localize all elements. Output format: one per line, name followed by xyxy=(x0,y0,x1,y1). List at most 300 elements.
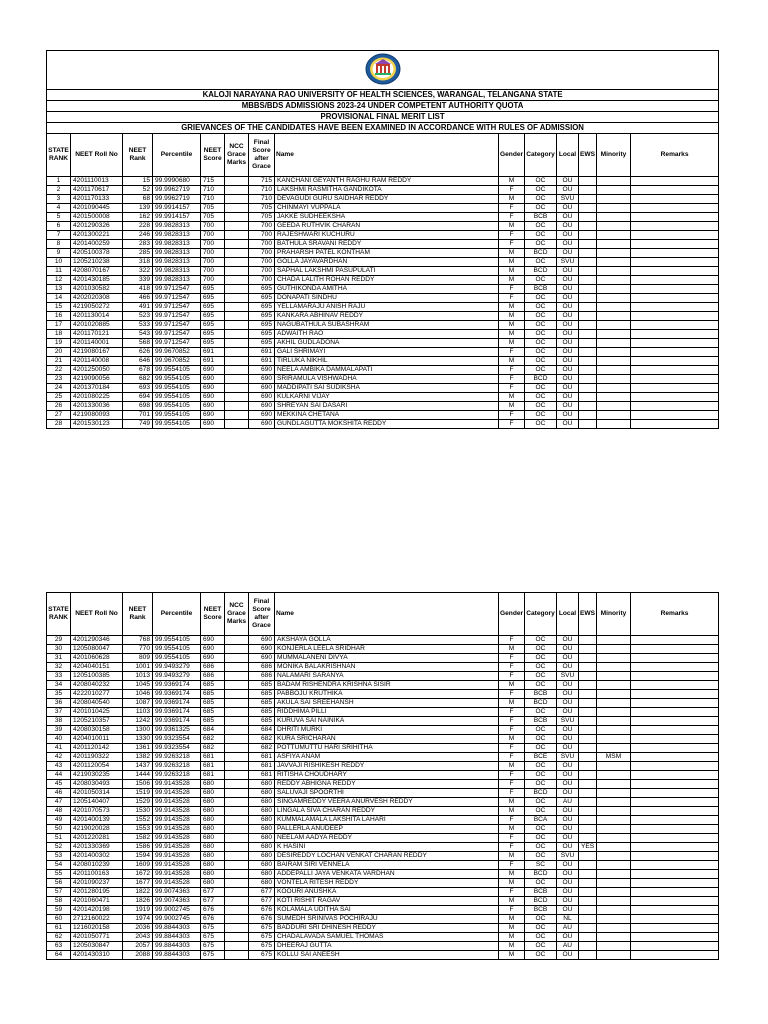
cell-ews xyxy=(579,312,597,321)
cell-remarks xyxy=(631,825,719,834)
cell-name: YELLAMARAJU ANISH RAJU xyxy=(275,303,499,312)
cell-neet-rank: 2088 xyxy=(123,951,153,960)
col-local: Local xyxy=(557,593,579,636)
cell-neet-score: 700 xyxy=(201,258,225,267)
cell-remarks xyxy=(631,321,719,330)
cell-minority xyxy=(597,951,631,960)
cell-final-score: 690 xyxy=(249,384,275,393)
cell-remarks xyxy=(631,348,719,357)
cell-ews xyxy=(579,708,597,717)
table-row xyxy=(47,222,719,231)
cell-neet-score: 690 xyxy=(201,375,225,384)
cell-gender: M xyxy=(499,339,525,348)
table-row xyxy=(47,897,719,906)
cell-category: OC xyxy=(525,312,557,321)
cell-local: OU xyxy=(557,222,579,231)
cell-state-rank: 5 xyxy=(47,213,71,222)
cell-category: BCD xyxy=(525,699,557,708)
cell-ncc-grace xyxy=(225,420,249,429)
cell-local: AU xyxy=(557,942,579,951)
cell-ews xyxy=(579,186,597,195)
cell-neet-score: 700 xyxy=(201,249,225,258)
cell-neet-roll: 4201290326 xyxy=(71,222,123,231)
cell-neet-rank: 1553 xyxy=(123,825,153,834)
cell-neet-rank: 1300 xyxy=(123,726,153,735)
cell-neet-score: 680 xyxy=(201,789,225,798)
cell-final-score: 675 xyxy=(249,942,275,951)
cell-minority xyxy=(597,717,631,726)
cell-category: BCB xyxy=(525,213,557,222)
cell-ews xyxy=(579,825,597,834)
cell-gender: M xyxy=(499,924,525,933)
cell-state-rank: 63 xyxy=(47,942,71,951)
cell-final-score: 695 xyxy=(249,285,275,294)
cell-category: OC xyxy=(525,303,557,312)
cell-neet-rank: 1437 xyxy=(123,762,153,771)
cell-minority xyxy=(597,915,631,924)
cell-ncc-grace xyxy=(225,285,249,294)
cell-final-score: 691 xyxy=(249,348,275,357)
table-row xyxy=(47,843,719,852)
cell-name: RAJESHWARI KUCHURU xyxy=(275,231,499,240)
cell-neet-score: 680 xyxy=(201,798,225,807)
cell-ews xyxy=(579,231,597,240)
cell-neet-score: 686 xyxy=(201,663,225,672)
cell-ncc-grace xyxy=(225,726,249,735)
cell-ncc-grace xyxy=(225,402,249,411)
cell-local: OU xyxy=(557,330,579,339)
cell-state-rank: 51 xyxy=(47,834,71,843)
table-row xyxy=(47,753,719,762)
cell-ews xyxy=(579,339,597,348)
cell-neet-roll: 4201430310 xyxy=(71,951,123,960)
cell-state-rank: 64 xyxy=(47,951,71,960)
cell-remarks xyxy=(631,240,719,249)
cell-neet-roll: 4201330369 xyxy=(71,843,123,852)
cell-gender: F xyxy=(499,717,525,726)
cell-name: RITISHA CHOUDHARY xyxy=(275,771,499,780)
cell-remarks xyxy=(631,267,719,276)
table-row xyxy=(47,852,719,861)
cell-ews xyxy=(579,366,597,375)
cell-remarks xyxy=(631,366,719,375)
university-logo xyxy=(47,51,719,90)
cell-remarks xyxy=(631,726,719,735)
cell-neet-roll: 4201190322 xyxy=(71,753,123,762)
cell-ncc-grace xyxy=(225,798,249,807)
cell-neet-rank: 1361 xyxy=(123,744,153,753)
cell-category: OC xyxy=(525,330,557,339)
cell-neet-roll: 4201170133 xyxy=(71,195,123,204)
cell-local: OU xyxy=(557,375,579,384)
cell-neet-score: 685 xyxy=(201,708,225,717)
cell-ncc-grace xyxy=(225,636,249,645)
table-row xyxy=(47,357,719,366)
cell-category: OC xyxy=(525,762,557,771)
cell-ncc-grace xyxy=(225,951,249,960)
cell-final-score: 676 xyxy=(249,906,275,915)
cell-remarks xyxy=(631,420,719,429)
cell-ews xyxy=(579,717,597,726)
cell-name: KOTI RISHIT RAGAV xyxy=(275,897,499,906)
cell-name: MEKKINA CHETANA xyxy=(275,411,499,420)
cell-ncc-grace xyxy=(225,933,249,942)
cell-neet-roll: 4201080225 xyxy=(71,393,123,402)
cell-local: OU xyxy=(557,357,579,366)
cell-ncc-grace xyxy=(225,762,249,771)
cell-minority xyxy=(597,897,631,906)
cell-local: OU xyxy=(557,807,579,816)
table-row xyxy=(47,420,719,429)
cell-neet-rank: 1046 xyxy=(123,690,153,699)
cell-neet-score: 695 xyxy=(201,312,225,321)
cell-name: BAIRAM SIRI VENNELA xyxy=(275,861,499,870)
col-neet-roll: NEET Roll No xyxy=(71,134,123,177)
cell-neet-roll: 4201090237 xyxy=(71,879,123,888)
cell-final-score: 690 xyxy=(249,636,275,645)
cell-gender: F xyxy=(499,294,525,303)
cell-local: SVU xyxy=(557,672,579,681)
cell-final-score: 695 xyxy=(249,339,275,348)
cell-neet-score: 695 xyxy=(201,294,225,303)
cell-state-rank: 41 xyxy=(47,744,71,753)
cell-local: OU xyxy=(557,384,579,393)
table-row xyxy=(47,411,719,420)
cell-neet-rank: 1519 xyxy=(123,789,153,798)
cell-state-rank: 58 xyxy=(47,897,71,906)
table-row xyxy=(47,204,719,213)
cell-category: OC xyxy=(525,231,557,240)
cell-name: KANCHANI GEYANTH RAGHU RAM REDDY xyxy=(275,177,499,186)
cell-neet-score: 681 xyxy=(201,762,225,771)
cell-name: BADDURI SRI DHINESH REDDY xyxy=(275,924,499,933)
cell-percentile: 99.8844303 xyxy=(153,942,201,951)
cell-final-score: 680 xyxy=(249,861,275,870)
cell-state-rank: 24 xyxy=(47,384,71,393)
cell-remarks xyxy=(631,258,719,267)
cell-local: OU xyxy=(557,294,579,303)
cell-minority xyxy=(597,267,631,276)
cell-remarks xyxy=(631,915,719,924)
cell-ews xyxy=(579,177,597,186)
cell-gender: M xyxy=(499,321,525,330)
cell-neet-rank: 1087 xyxy=(123,699,153,708)
cell-percentile: 99.9263218 xyxy=(153,753,201,762)
cell-gender: F xyxy=(499,420,525,429)
cell-percentile: 99.9263218 xyxy=(153,762,201,771)
cell-remarks xyxy=(631,708,719,717)
cell-gender: M xyxy=(499,897,525,906)
cell-neet-rank: 1529 xyxy=(123,798,153,807)
col-minority: Minority xyxy=(597,593,631,636)
cell-local: OU xyxy=(557,897,579,906)
cell-neet-roll: 4201400139 xyxy=(71,816,123,825)
cell-minority xyxy=(597,726,631,735)
cell-minority xyxy=(597,402,631,411)
cell-minority xyxy=(597,186,631,195)
cell-state-rank: 44 xyxy=(47,771,71,780)
table-row xyxy=(47,825,719,834)
cell-minority xyxy=(597,294,631,303)
cell-gender: F xyxy=(499,186,525,195)
cell-name: TIRLUKA NIKHIL xyxy=(275,357,499,366)
cell-minority xyxy=(597,735,631,744)
cell-local: OU xyxy=(557,681,579,690)
cell-neet-score: 680 xyxy=(201,834,225,843)
cell-final-score: 677 xyxy=(249,897,275,906)
cell-neet-roll: 4219080167 xyxy=(71,348,123,357)
cell-local: OU xyxy=(557,888,579,897)
cell-state-rank: 39 xyxy=(47,726,71,735)
cell-gender: M xyxy=(499,330,525,339)
cell-state-rank: 23 xyxy=(47,375,71,384)
cell-final-score: 700 xyxy=(249,258,275,267)
cell-state-rank: 17 xyxy=(47,321,71,330)
cell-ncc-grace xyxy=(225,942,249,951)
cell-category: OC xyxy=(525,411,557,420)
cell-remarks xyxy=(631,942,719,951)
cell-percentile: 99.9369174 xyxy=(153,681,201,690)
cell-final-score: 695 xyxy=(249,312,275,321)
cell-local: OU xyxy=(557,204,579,213)
cell-neet-rank: 1582 xyxy=(123,834,153,843)
cell-category: BCD xyxy=(525,267,557,276)
cell-local: OU xyxy=(557,699,579,708)
table-row xyxy=(47,348,719,357)
cell-category: OC xyxy=(525,879,557,888)
cell-remarks xyxy=(631,393,719,402)
cell-neet-score: 695 xyxy=(201,321,225,330)
cell-state-rank: 15 xyxy=(47,303,71,312)
col-local: Local xyxy=(557,134,579,177)
cell-category: OC xyxy=(525,681,557,690)
cell-final-score: 690 xyxy=(249,375,275,384)
cell-percentile: 99.9914157 xyxy=(153,213,201,222)
cell-percentile: 99.9828313 xyxy=(153,231,201,240)
cell-remarks xyxy=(631,780,719,789)
cell-percentile: 99.9828313 xyxy=(153,222,201,231)
cell-remarks xyxy=(631,897,719,906)
cell-category: BCD xyxy=(525,789,557,798)
cell-remarks xyxy=(631,636,719,645)
cell-percentile: 99.9554105 xyxy=(153,420,201,429)
cell-local: OU xyxy=(557,843,579,852)
cell-neet-roll: 4202020308 xyxy=(71,294,123,303)
table-body-2 xyxy=(47,636,719,960)
cell-remarks xyxy=(631,699,719,708)
table-row xyxy=(47,663,719,672)
cell-neet-score: 675 xyxy=(201,942,225,951)
cell-ews xyxy=(579,933,597,942)
cell-ncc-grace xyxy=(225,915,249,924)
cell-remarks xyxy=(631,753,719,762)
cell-gender: F xyxy=(499,285,525,294)
cell-remarks xyxy=(631,663,719,672)
cell-final-score: 700 xyxy=(249,240,275,249)
cell-neet-score: 700 xyxy=(201,276,225,285)
cell-percentile: 99.9554105 xyxy=(153,636,201,645)
table-row xyxy=(47,816,719,825)
cell-remarks xyxy=(631,852,719,861)
cell-gender: F xyxy=(499,906,525,915)
cell-percentile: 99.9828313 xyxy=(153,249,201,258)
cell-neet-score: 685 xyxy=(201,690,225,699)
cell-local: OU xyxy=(557,402,579,411)
cell-ncc-grace xyxy=(225,807,249,816)
cell-neet-rank: 1001 xyxy=(123,663,153,672)
cell-percentile: 99.9002745 xyxy=(153,906,201,915)
cell-ncc-grace xyxy=(225,384,249,393)
cell-ncc-grace xyxy=(225,906,249,915)
cell-gender: F xyxy=(499,384,525,393)
cell-percentile: 99.9712547 xyxy=(153,321,201,330)
cell-category: SC xyxy=(525,861,557,870)
cell-neet-rank: 693 xyxy=(123,384,153,393)
cell-category: BCB xyxy=(525,906,557,915)
cell-remarks xyxy=(631,375,719,384)
cell-ews xyxy=(579,195,597,204)
cell-gender: F xyxy=(499,213,525,222)
cell-percentile: 99.9323554 xyxy=(153,735,201,744)
cell-state-rank: 26 xyxy=(47,402,71,411)
cell-state-rank: 1 xyxy=(47,177,71,186)
cell-ews xyxy=(579,285,597,294)
cell-local: SVU xyxy=(557,753,579,762)
cell-gender: M xyxy=(499,681,525,690)
cell-neet-score: 685 xyxy=(201,717,225,726)
cell-neet-roll: 4201140001 xyxy=(71,339,123,348)
cell-category: OC xyxy=(525,672,557,681)
cell-ncc-grace xyxy=(225,897,249,906)
cell-neet-roll: 4204040151 xyxy=(71,663,123,672)
cell-local: OU xyxy=(557,789,579,798)
cell-state-rank: 60 xyxy=(47,915,71,924)
cell-final-score: 680 xyxy=(249,843,275,852)
cell-percentile: 99.9554105 xyxy=(153,411,201,420)
cell-local: OU xyxy=(557,249,579,258)
cell-gender: M xyxy=(499,762,525,771)
cell-ews xyxy=(579,321,597,330)
cell-ews xyxy=(579,411,597,420)
cell-gender: F xyxy=(499,654,525,663)
cell-final-score: 690 xyxy=(249,402,275,411)
cell-ncc-grace xyxy=(225,690,249,699)
cell-local: OU xyxy=(557,726,579,735)
cell-minority xyxy=(597,699,631,708)
cell-gender: F xyxy=(499,375,525,384)
cell-name: PALLERLA ANUDEEP xyxy=(275,825,499,834)
cell-ews xyxy=(579,267,597,276)
cell-gender: M xyxy=(499,825,525,834)
cell-state-rank: 7 xyxy=(47,231,71,240)
cell-minority xyxy=(597,807,631,816)
cell-percentile: 99.9962719 xyxy=(153,186,201,195)
cell-remarks xyxy=(631,843,719,852)
cell-ews xyxy=(579,816,597,825)
cell-name: REDDY ABHIGNA REDDY xyxy=(275,780,499,789)
cell-neet-roll: 4201090445 xyxy=(71,204,123,213)
table-row xyxy=(47,735,719,744)
cell-percentile: 99.9143528 xyxy=(153,852,201,861)
cell-ews xyxy=(579,645,597,654)
cell-neet-roll: 4201530123 xyxy=(71,420,123,429)
cell-remarks xyxy=(631,717,719,726)
col-category: Category xyxy=(525,134,557,177)
cell-ncc-grace xyxy=(225,735,249,744)
cell-name: SRIRAMULA VISHWADHA xyxy=(275,375,499,384)
cell-ews xyxy=(579,240,597,249)
cell-state-rank: 37 xyxy=(47,708,71,717)
cell-neet-rank: 139 xyxy=(123,204,153,213)
cell-remarks xyxy=(631,312,719,321)
column-headers xyxy=(47,134,719,177)
cell-minority xyxy=(597,852,631,861)
cell-state-rank: 11 xyxy=(47,267,71,276)
cell-category: OC xyxy=(525,222,557,231)
cell-category: BCB xyxy=(525,888,557,897)
cell-neet-score: 690 xyxy=(201,654,225,663)
cell-neet-roll: 4219020028 xyxy=(71,825,123,834)
cell-ews xyxy=(579,771,597,780)
cell-percentile: 99.9828313 xyxy=(153,258,201,267)
cell-percentile: 99.9554105 xyxy=(153,402,201,411)
cell-ncc-grace xyxy=(225,204,249,213)
cell-neet-rank: 68 xyxy=(123,195,153,204)
cell-name: DHRITI MURKI xyxy=(275,726,499,735)
cell-state-rank: 45 xyxy=(47,780,71,789)
cell-final-score: 680 xyxy=(249,816,275,825)
cell-state-rank: 34 xyxy=(47,681,71,690)
cell-ews xyxy=(579,663,597,672)
cell-percentile: 99.9143528 xyxy=(153,870,201,879)
cell-name: GALI SHRIMAYI xyxy=(275,348,499,357)
admissions-title: MBBS/BDS ADMISSIONS 2023-24 UNDER COMPETENT AUTHORITY QUOTA xyxy=(47,101,719,112)
cell-percentile: 99.9493279 xyxy=(153,672,201,681)
cell-final-score: 700 xyxy=(249,276,275,285)
cell-category: OC xyxy=(525,834,557,843)
cell-minority xyxy=(597,339,631,348)
cell-final-score: 682 xyxy=(249,744,275,753)
cell-neet-roll: 4201120142 xyxy=(71,744,123,753)
cell-remarks xyxy=(631,330,719,339)
cell-ews xyxy=(579,942,597,951)
cell-final-score: 695 xyxy=(249,321,275,330)
cell-category: OC xyxy=(525,933,557,942)
cell-state-rank: 27 xyxy=(47,411,71,420)
cell-ncc-grace xyxy=(225,816,249,825)
cell-gender: F xyxy=(499,780,525,789)
cell-state-rank: 31 xyxy=(47,654,71,663)
cell-category: OC xyxy=(525,240,557,249)
cell-neet-roll: 4201370184 xyxy=(71,384,123,393)
col-gender: Gender xyxy=(499,134,525,177)
cell-ncc-grace xyxy=(225,267,249,276)
cell-ncc-grace xyxy=(225,879,249,888)
cell-ncc-grace xyxy=(225,870,249,879)
cell-minority xyxy=(597,393,631,402)
cell-local: OU xyxy=(557,951,579,960)
cell-state-rank: 43 xyxy=(47,762,71,771)
cell-final-score: 676 xyxy=(249,915,275,924)
cell-state-rank: 47 xyxy=(47,798,71,807)
cell-name: KURUVA SAI NAINIKA xyxy=(275,717,499,726)
cell-local: OU xyxy=(557,906,579,915)
cell-ews xyxy=(579,897,597,906)
cell-neet-score: 684 xyxy=(201,726,225,735)
cell-name: DESIREDDY LOCHAN VENKAT CHARAN REDDY xyxy=(275,852,499,861)
cell-final-score: 680 xyxy=(249,798,275,807)
cell-local: OU xyxy=(557,879,579,888)
